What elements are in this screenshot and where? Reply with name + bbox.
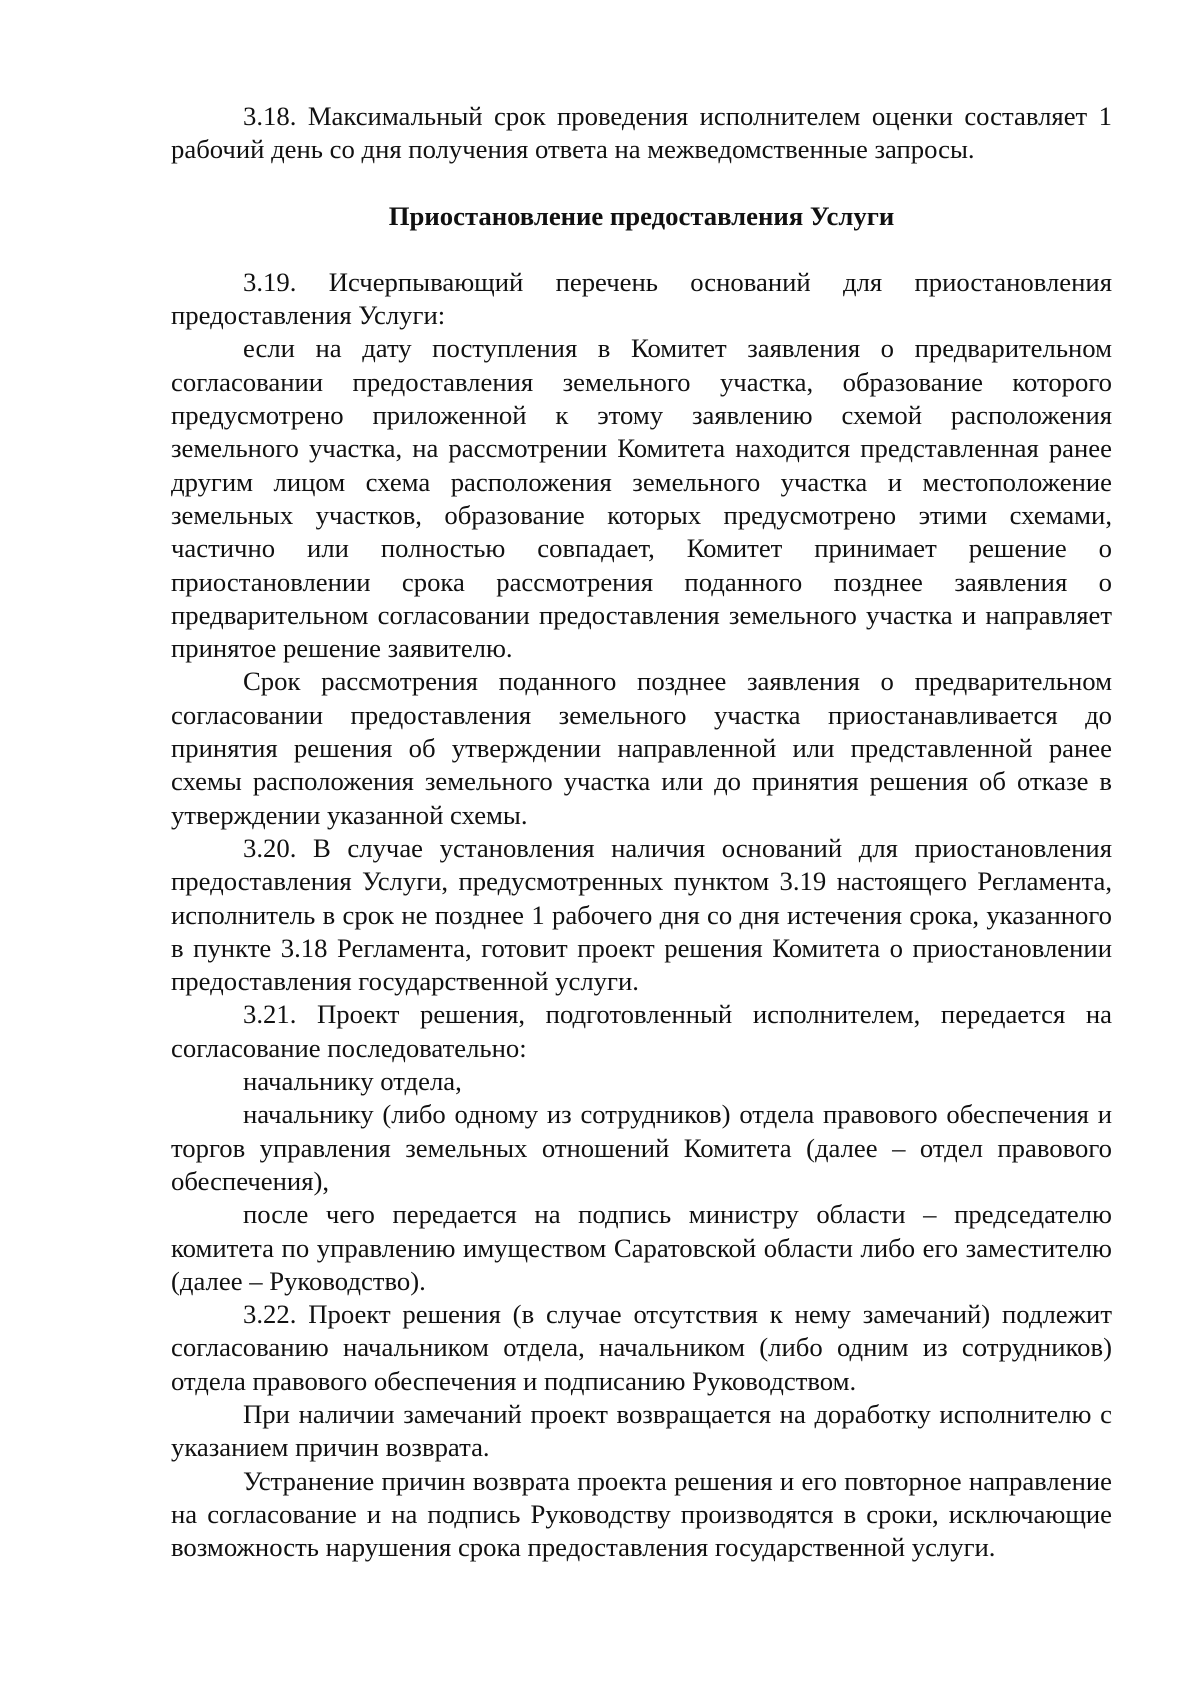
paragraph-3-19: 3.19. Исчерпывающий перечень оснований для приостановления предоставления Услуги: <box>171 266 1112 331</box>
paragraph-3-21: 3.21. Проект решения, подготовленный исполнителем, передается на согласование последовательно: <box>171 999 1112 1063</box>
document-body <box>171 100 1112 1564</box>
paragraph-resubmission: Устранение причин возврата проекта решения и его повторное направление на согласование и на подпись Руководству производятся в сроки, исключающие возможность нарушения срока предоставления государственной услуги. <box>171 1465 1112 1563</box>
paragraph-3-20: 3.20. В случае установления наличия оснований для приостановления предоставления Услуги, предусмотренных пунктом 3.19 настоящего Регламента, исполнитель в срок не позднее 1 рабочего дня со дня истечения срока, указанного в пункте 3.18 Регламента, готовит проект решения Комитета о приостановлении предоставления государственной услуги. <box>171 832 1112 997</box>
paragraph-3-22: 3.22. Проект решения (в случае отсутствия к нему замечаний) подлежит согласованию начальником отдела, начальником (либо одним из сотрудников) отдела правового обеспечения и подписанию Руководством. <box>171 1299 1112 1396</box>
paragraph-3-18: 3.18. Максимальный срок проведения исполнителем оценки составляет 1 рабочий день со дня получения ответа на межведомственные запросы. <box>171 101 1112 165</box>
list-item-legal-department: начальнику (либо одному из сотрудников) отдела правового обеспечения и торгов управления земельных отношений Комитета (далее – отдел правового обеспечения), <box>171 1099 1112 1196</box>
section-heading: Приостановление предоставления Услуги <box>388 200 895 231</box>
paragraph-grounds: если на дату поступления в Комитет заявления о предварительном согласовании предоставления земельного участка, образование которого предусмотрено приложенной к этому заявлению схемой расположения земельного участка, на рассмотрении Комитета находится представленная ранее другим лицом схема расположения земельного участка и местоположение земельных участков, образование которых предусмотрено этими схемами, частично или полностью совпадает, Комитет принимает решение о приостановлении срока рассмотрения поданного позднее заявления о предварительном согласовании предоставления земельного участка и направляет принятое решение заявителю. <box>171 333 1112 664</box>
list-item-department-head: начальнику отдела, <box>243 1066 462 1097</box>
paragraph-remarks: При наличии замечаний проект возвращается на доработку исполнителю с указанием причин возврата. <box>171 1398 1112 1463</box>
paragraph-suspension-term: Срок рассмотрения поданного позднее заявления о предварительном согласовании предоставления земельного участка приостанавливается до принятия решения об утверждении направленной или представленной ранее схемы расположения земельного участка или до принятия решения об отказе в утверждении указанной схемы. <box>171 666 1112 830</box>
paragraph-signature: после чего передается на подпись министру области – председателю комитета по управлению имуществом Саратовской области либо его заместителю (далее – Руководство). <box>171 1199 1112 1296</box>
